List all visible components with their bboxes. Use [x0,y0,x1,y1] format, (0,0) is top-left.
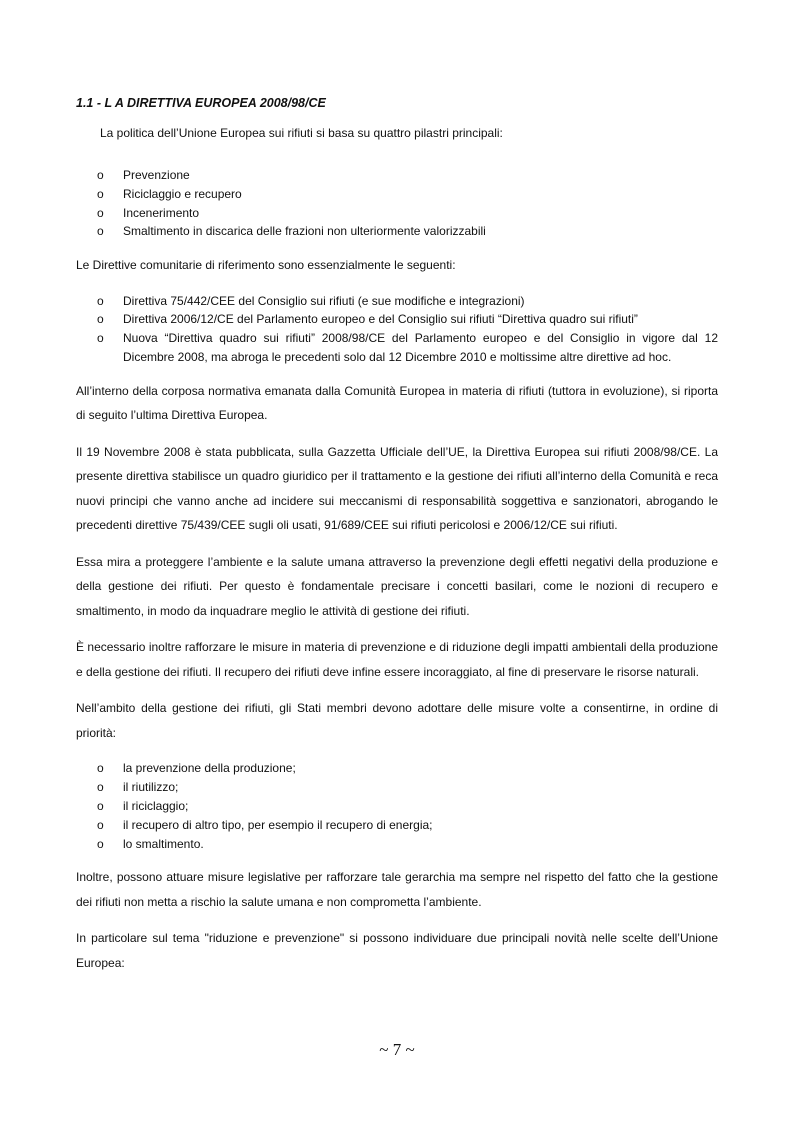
list-item: o Direttiva 75/442/CEE del Consiglio sui rifiuti (e sue modifiche e integrazioni) [76,292,718,311]
list-item: o la prevenzione della produzione; [76,759,718,778]
priorities-list [76,759,718,853]
page-number: ~ 7 ~ [379,1040,415,1059]
list-item: o Direttiva 2006/12/CE del Parlamento europeo e del Consiglio sui rifiuti “Direttiva quadro sui rifiuti” [76,310,718,329]
document-page [76,96,718,975]
section-heading: 1.1 - L A DIRETTIVA EUROPEA 2008/98/CE [76,96,326,110]
pillars-list [76,166,718,241]
bullet-icon: o [97,312,104,327]
bullet-icon: o [97,780,104,795]
bullet-icon: o [97,817,104,832]
directives-list [76,292,718,367]
paragraph: Il 19 Novembre 2008 è stata pubblicata, sulla Gazzetta Ufficiale dell’UE, la Direttiva Europea sui rifiuti 2008/98/CE. La presente direttiva stabilisce un quadro giuridico per il trattamento e la gestione dei rifiuti all’interno della Comunità e reca nuovi principi che vanno anche ad incidere sui meccanismi di responsabilità soggettiva e sanzionatori, abrogando le precedenti direttive 75/439/CEE sugli oli usati, 91/689/CEE sui rifiuti pericolosi e 2006/12/CE sui rifiuti. [76,444,718,533]
paragraph: È necessario inoltre rafforzare le misure in materia di prevenzione e di riduzione degli impatti ambientali della produzione e della gestione dei rifiuti. Il recupero dei rifiuti deve infine essere incoraggiato, al fine di preservare le risorse naturali. [76,640,718,679]
list-item: o Prevenzione [76,166,718,185]
list-item: o Smaltimento in discarica delle frazioni non ulteriormente valorizzabili [76,222,718,241]
bullet-icon: o [97,168,104,182]
list-item: o il riutilizzo; [76,778,718,797]
directives-intro: Le Direttive comunitarie di riferimento sono essenzialmente le seguenti: [76,258,456,273]
list-item: o Riciclaggio e recupero [76,185,718,204]
list-item: o lo smaltimento. [76,835,718,854]
paragraph: In particolare sul tema "riduzione e prevenzione" si possono individuare due principali novità nelle scelte dell’Unione Europea: [76,931,718,970]
list-item: o Incenerimento [76,204,718,223]
bullet-icon: o [97,186,104,201]
paragraph: Inoltre, possono attuare misure legislative per rafforzare tale gerarchia ma sempre nel rispetto del fatto che la gestione dei rifiuti non metta a rischio la salute umana e non comprometta l’ambiente. [76,870,718,909]
bullet-icon: o [97,293,104,308]
bullet-icon: o [97,331,104,346]
intro-text: La politica dell’Unione Europea sui rifiuti si basa su quattro pilastri principali: [100,126,503,140]
bullet-icon: o [97,761,104,776]
paragraph: Nell’ambito della gestione dei rifiuti, gli Stati membri devono adottare delle misure volte a consentirne, in ordine di priorità: [76,701,718,740]
list-item: o il riciclaggio; [76,797,718,816]
bullet-icon: o [97,205,104,220]
list-item: o Nuova “Direttiva quadro sui rifiuti” 2008/98/CE del Parlamento europeo e del Consiglio in vigore dal 12 Dicembre 2008, ma abroga le precedenti solo dal 12 Dicembre 2010 e moltissime altre direttive ad hoc. [97,331,718,365]
list-item: o il recupero di altro tipo, per esempio il recupero di energia; [76,816,718,835]
paragraph: All’interno della corposa normativa emanata dalla Comunità Europea in materia di rifiuti (tuttora in evoluzione), si riporta di seguito l’ultima Direttiva Europea. [76,383,718,423]
bullet-icon: o [97,798,104,813]
bullet-icon: o [97,836,104,851]
paragraph: Essa mira a proteggere l’ambiente e la salute umana attraverso la prevenzione degli effetti negativi della produzione e della gestione dei rifiuti. Per questo è fondamentale precisare i concetti basilari, come le nozioni di recupero e smaltimento, in modo da inquadrare meglio le attività di gestione dei rifiuti. [76,554,718,618]
bullet-icon: o [97,224,104,239]
